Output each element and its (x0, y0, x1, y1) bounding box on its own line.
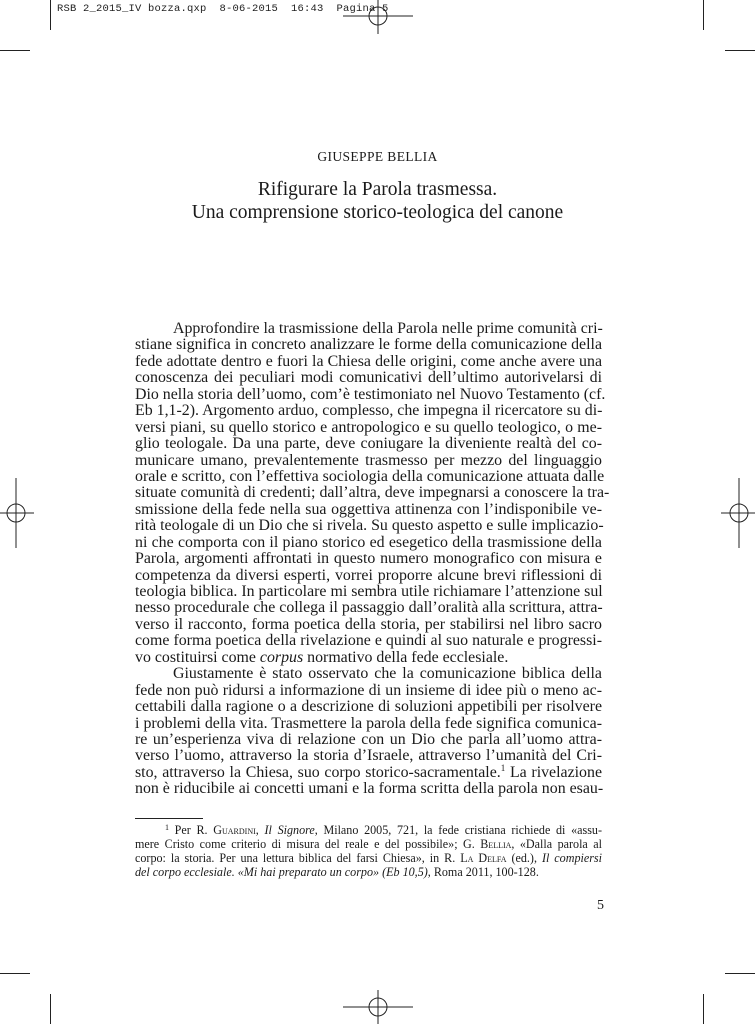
footnote-run: corpo: la storia. Per una lettura biblica del farsi Chiesa», in R. (135, 851, 461, 865)
body-line: rità teologale di un Dio che si rivela. Su questo aspetto e sulle implicazio- (135, 517, 604, 535)
footnote-line (135, 837, 602, 851)
footnote-work-title: Il compiersi (541, 851, 603, 865)
registration-mark-left (0, 478, 34, 548)
print-slug: RSB 2_2015_IV bozza.qxp 8-06-2015 16:43 Pagina 5 (57, 3, 389, 15)
footnote-line (135, 823, 602, 837)
footnote-run: Per R. (169, 823, 214, 837)
body-line: Eb 1,1-2). Argomento arduo, complesso, che impegna il ricercatore su di- (135, 402, 603, 420)
footnote (135, 823, 602, 879)
page-number: 5 (597, 898, 604, 913)
crop-mark-tr-h (725, 50, 755, 51)
body-line: smissione della fede nella sua oggettiva attinenza con l’indisponibile ve- (135, 500, 602, 518)
footnote-run: , Milano 2005, 721, la fede cristiana richiede di «assu- (314, 823, 602, 837)
registration-mark-bottom (343, 990, 413, 1024)
body-line: re un’esperienza viva di relazione con un Dio che parla all’uomo attra- (135, 730, 602, 748)
footnote-line (135, 851, 602, 865)
footnote-work-title: del corpo ecclesiale. «Mi hai preparato un corpo» (Eb 10,5) (135, 865, 428, 879)
body-line: Giustamente è stato osservato che la comunicazione biblica della (173, 665, 602, 683)
footnote-author: Guardini (213, 823, 256, 837)
registration-mark-right (721, 478, 755, 548)
body-line: verso l’uomo, attraverso la storia d’Israele, attraverso l’umanità del Cri- (135, 747, 602, 765)
body-line: fede adottate dentro e fuori la Chiesa delle origini, come anche avere una (135, 352, 602, 370)
footnote-author: La Delfa (460, 851, 507, 865)
body-line: Approfondire la trasmissione della Parola nelle prime comunità cri- (173, 320, 603, 337)
footnote-reference[interactable]: 1 (500, 762, 506, 773)
footnote-mark: 1 (165, 823, 169, 832)
crop-mark-tl-h (0, 50, 30, 51)
body-line: nesso procedurale che collega il passaggio dall’oralità alla scrittura, attra- (135, 599, 603, 617)
body-line: versi piani, su quello storico e antropologico e su quello teologico, o me- (135, 418, 602, 436)
body-line: fede non può ridursi a informazione di un insieme di idee più o meno ac- (135, 681, 602, 699)
footnote-run: , Roma 2011, 100-128. (427, 865, 539, 879)
crop-mark-br-v (703, 994, 704, 1024)
article-title (0, 178, 755, 224)
body-line: Dio nella storia dell’uomo, com’è testimoniato nel Nuovo Testamento (cf. (135, 385, 606, 403)
body-line: conoscenza dei peculiari modi comunicativi dell’ultimo autorivelarsi di (135, 369, 602, 387)
body-line: competenza da diversi esperti, vorrei proporre alcune brevi riflessioni di (135, 566, 602, 584)
body-line: cettabili dalla ragione o a descrizione di soluzioni appetibili per risolvere (135, 698, 602, 716)
body-line: come forma poetica della rivelazione e quindi al suo naturale e progressi- (135, 632, 602, 650)
crop-mark-tl-v (50, 0, 51, 30)
footnote-line (135, 865, 602, 879)
footnote-work-title: Il Signore (264, 823, 315, 837)
body-line: situate comunità di credenti; dall’altra, deve impegnarsi a conoscere la tra- (135, 484, 610, 502)
author-name: GIUSEPPE BELLIA (317, 149, 438, 164)
footnote-run: (ed.), (506, 851, 542, 865)
body-line: ni che comporta con il piano storico ed esegetico della trasmissione della (135, 533, 602, 551)
body-text-run: La rivelazione (505, 763, 602, 781)
crop-mark-br-h (725, 973, 755, 974)
body-text-run: sto, attraverso la Chiesa, suo corpo storico-sacramentale. (135, 763, 501, 781)
crop-mark-bl-v (50, 994, 51, 1024)
body-line: glio teologale. Da una parte, deve coniugare la diveniente realtà del co- (135, 435, 602, 453)
title-line-2: Una comprensione storico-teologica del canone (191, 202, 564, 223)
body-line: municare umano, prevalentemente trasmesso per mezzo del linguaggio (135, 451, 602, 469)
crop-mark-bl-h (0, 973, 30, 974)
footnote-author: Bellia (480, 837, 512, 851)
body-line: teologia biblica. In particolare mi sembra utile richiamare l’attenzione sul (135, 583, 603, 600)
body-text-run: vo costituirsi come (135, 648, 260, 666)
body-line: i problemi della vita. Trasmettere la parola della fede significa comunica- (135, 714, 602, 732)
footnote-run: , «Dalla parola al (511, 837, 602, 851)
footnote-run: , (255, 823, 265, 837)
body-line: verso il racconto, forma poetica della storia, per stabilirsi nel libro sacro (135, 615, 602, 633)
body-line (135, 650, 602, 666)
footnote-run: mere Cristo come criterio di misura del reale e del possibile»; G. (135, 837, 481, 851)
title-line-1: Rifigurare la Parola trasmessa. (257, 179, 498, 200)
body-line: stiane significa in concreto analizzare le forme della comunicazione della (135, 336, 602, 354)
body-line: non è riducibile ai concetti umani e la forma scritta della parola non esau- (135, 780, 604, 798)
body-line: orale e scritto, con l’effettiva sociologia della comunicazione attuata dalle (135, 467, 605, 485)
body-line (135, 762, 602, 781)
crop-mark-tr-v (703, 0, 704, 30)
italic-term: corpus (259, 648, 304, 666)
body-line: Parola, argomenti affrontati in questo numero monografico con misura e (135, 550, 602, 568)
body-text (135, 320, 610, 798)
body-text-run: normativo della fede ecclesiale. (303, 648, 509, 666)
registration-mark-top (343, 0, 413, 34)
footnote-separator (135, 818, 203, 819)
